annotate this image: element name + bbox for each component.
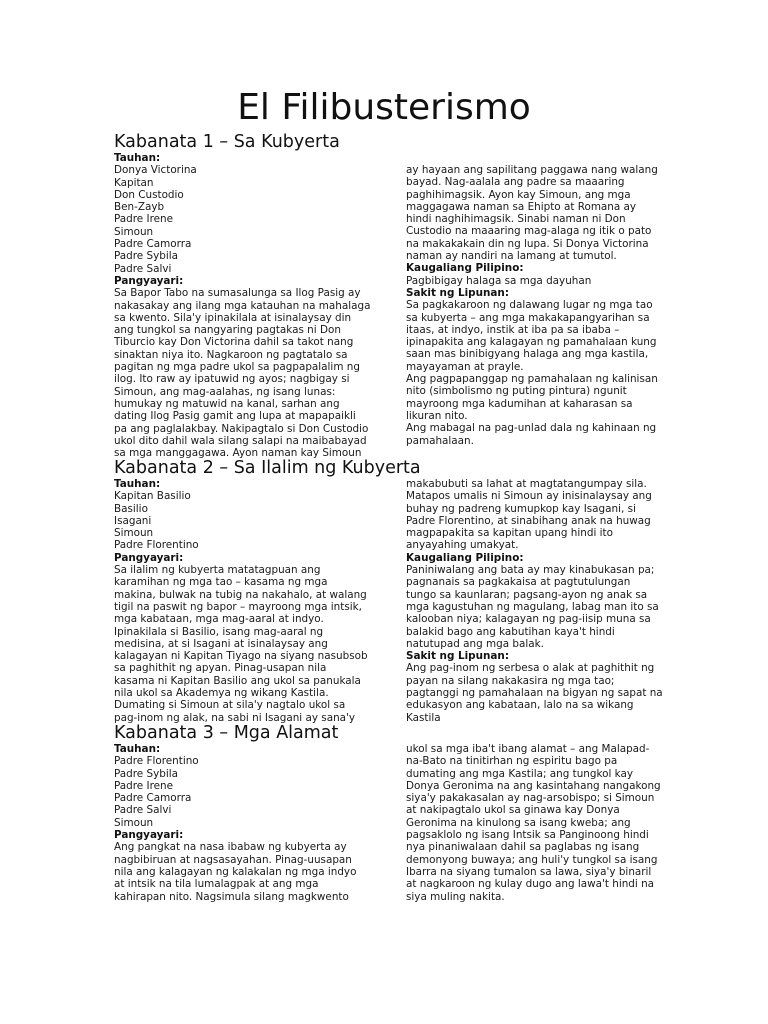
text-line: Simoun, ang mag-aalahas, ng isang lunas: bbox=[114, 385, 336, 398]
text-line: tungo sa kaunlaran; pagsang-ayon ng anak sa bbox=[406, 588, 648, 601]
text-line: pagsaklolo ng isang Intsik sa Panginoong hindi bbox=[406, 829, 649, 842]
text-line: kahirapan nito. Nagsimula silang magkwento bbox=[114, 890, 349, 903]
text-line: humukay ng matuwid na kanal, sarhan ang bbox=[114, 397, 340, 410]
text-line: kalagayan ni Kapitan Tiyago na siyang nasubsob bbox=[114, 650, 368, 663]
text-line: pagnanais sa pagkakaisa at pagtutulungan bbox=[406, 576, 631, 589]
text-line: edukasyon ang kabataan, lalo na sa wikang bbox=[406, 699, 634, 712]
section-label: Pangyayari: bbox=[114, 274, 184, 287]
text-line: at intsik na tila lumalagpak at ang mga bbox=[114, 878, 319, 891]
section-label: Kaugaliang Pilipino: bbox=[406, 551, 524, 564]
text-line: siya'y pakakasalan ay nag-arsobispo; si Simoun bbox=[406, 792, 655, 805]
text-line: Simoun bbox=[114, 225, 154, 238]
text-line: Padre Florentino bbox=[114, 539, 199, 552]
text-line: na makakakain din ng lupa. Si Donya Victorina bbox=[406, 237, 649, 250]
text-line: payan na silang nakakasira ng mga tao; bbox=[406, 674, 615, 687]
text-line: Pagbibigay halaga sa mga dayuhan bbox=[406, 274, 592, 287]
text-line: nagbibiruan at nagsasayahan. Pinag-uusapan bbox=[114, 853, 352, 866]
chapter-3-heading: Kabanata 3 – Mga Alamat bbox=[114, 723, 339, 743]
text-line: Custodio na maaaring mag-alaga ng itik o pato bbox=[406, 225, 652, 238]
text-line: Ang pag-inom ng serbesa o alak at paghithit ng bbox=[406, 662, 655, 675]
text-line: Padre Camorra bbox=[114, 792, 192, 805]
text-line: magpapakita sa kapitan upang hindi ito bbox=[406, 527, 613, 540]
section-label: Pangyayari: bbox=[114, 551, 184, 564]
text-line: likuran nito. bbox=[406, 409, 468, 422]
text-line: balakid bago ang kabutihan kaya't hindi bbox=[406, 625, 615, 638]
text-line: bayad. Nag-aalala ang padre sa maaaring bbox=[406, 176, 625, 189]
chapter-3-left-column bbox=[114, 743, 384, 903]
text-line: Dumating si Simoun at sila'y nagtalo ukol sa bbox=[114, 699, 346, 712]
text-line: Donya Victorina bbox=[114, 164, 197, 177]
text-line: mga kabataan, mga mag-aaral at indyo. bbox=[114, 613, 324, 626]
text-line: Sa Bapor Tabo na sumasalunga sa Ilog Pasig ay bbox=[114, 287, 361, 300]
text-line: Geronima na kinulong sa isang kweba; ang bbox=[406, 816, 631, 829]
text-line: Padre Salvi bbox=[114, 804, 172, 817]
text-line: Ang pagpapanggap ng pamahalaan ng kalinisan bbox=[406, 373, 658, 386]
text-line: na-Bato na tinitirhan ng espiritu bago pa bbox=[406, 755, 618, 768]
text-line: Simoun bbox=[114, 816, 154, 829]
text-line: Tiburcio kay Don Victorina dahil sa takot nang bbox=[114, 336, 354, 349]
text-line: at nagkaroon ng kulay dugo ang lawa't hindi na bbox=[406, 878, 655, 891]
text-line: ukol sa mga iba't ibang alamat – ang Malapad- bbox=[406, 743, 650, 755]
text-line: Ang pangkat na nasa ibabaw ng kubyerta ay bbox=[114, 841, 347, 854]
text-line: Sa ilalim ng kubyerta matatagpuan ang bbox=[114, 564, 321, 577]
text-line: Padre Sybila bbox=[114, 250, 178, 263]
text-line: ay hayaan ang sapilitang paggawa nang walang bbox=[406, 164, 658, 176]
text-line: pag-inom ng alak, na sabi ni Isagani ay sana'y bbox=[114, 711, 356, 724]
section-label: Pangyayari: bbox=[114, 829, 184, 842]
text-line: Padre Irene bbox=[114, 213, 173, 226]
text-line: Donya Geronima na ang kasintahang nangakong bbox=[406, 779, 661, 792]
text-line: pagitan ng mga padre ukol sa pagpapalalim ng bbox=[114, 361, 360, 374]
text-line: natutupad ang mga balak. bbox=[406, 637, 544, 650]
text-line: nya pinaniwalaan dahil sa paglabas ng isang bbox=[406, 841, 640, 854]
text-line: pa ang paglalakbay. Nakipagtalo si Don Custodio bbox=[114, 422, 369, 435]
text-line: at nakipagtalo ukol sa ginawa kay Donya bbox=[406, 804, 620, 817]
text-line: sa mga manggagawa. Ayon naman kay Simoun bbox=[114, 447, 362, 460]
section-label: Tauhan: bbox=[114, 743, 161, 755]
text-line: siya muling nakita. bbox=[406, 890, 505, 903]
section-label: Sakit ng Lipunan: bbox=[406, 650, 509, 663]
chapter-3-right-column bbox=[406, 743, 676, 903]
text-line: Don Custodio bbox=[114, 188, 184, 201]
chapter-1-left-column bbox=[114, 152, 384, 459]
text-line: pagtanggi ng pamahalaan na bigyan ng sapat na bbox=[406, 687, 663, 700]
text-line: sinaktan niya ito. Nagkaroon ng pagtatalo sa bbox=[114, 348, 348, 361]
text-line: ukol dito dahil wala silang salapi na maibabayad bbox=[114, 434, 367, 447]
chapter-2-heading: Kabanata 2 – Sa Ilalim ng Kubyerta bbox=[114, 458, 421, 478]
text-line: anyayahing umakyat. bbox=[406, 539, 519, 552]
text-line: Paniniwalang ang bata ay may kinabukasan pa; bbox=[406, 564, 655, 577]
text-line: nakasakay ang ilang mga katauhan na mahalaga bbox=[114, 299, 371, 312]
text-line: Kapitan bbox=[114, 176, 154, 189]
text-line: nila ukol sa Akademya ng wikang Kastila. bbox=[114, 687, 329, 700]
text-line: ang tungkol sa nangyaring pagtakas ni Don bbox=[114, 324, 341, 337]
text-line: karamihan ng mga tao – kasama ng mga bbox=[114, 576, 328, 589]
text-line: kasama ni Kapitan Basilio ang ukol sa panukala bbox=[114, 674, 361, 687]
text-line: Kastila bbox=[406, 711, 441, 724]
text-line: paghihimagsik. Ayon kay Simoun, ang mga bbox=[406, 188, 631, 201]
text-line: naman ay nandiri na lamang at tumutol. bbox=[406, 250, 617, 263]
text-line: demonyong buwaya; ang huli'y tungkol sa isang bbox=[406, 853, 658, 866]
text-line: sa kubyerta – ang mga makakapangyarihan sa bbox=[406, 311, 650, 324]
text-line: makina, bulwak na tubig na nakahalo, at walang bbox=[114, 588, 367, 601]
text-line: Padre Sybila bbox=[114, 767, 178, 780]
text-line: buhay ng padreng kumupkop kay Isagani, si bbox=[406, 502, 636, 515]
text-line: mayroong mga kadumihan at kaharasan sa bbox=[406, 397, 633, 410]
text-line: Padre Irene bbox=[114, 779, 173, 792]
text-line: hindi naghihimagsik. Sinabi naman ni Don bbox=[406, 213, 626, 226]
text-line: Sa pagkakaroon ng dalawang lugar ng mga tao bbox=[406, 299, 653, 312]
text-line: nito (simbolismo ng puting pintura) ngunit bbox=[406, 385, 627, 398]
text-line: Simoun bbox=[114, 527, 154, 540]
text-line: Padre Florentino, at sinabihang anak na huwag bbox=[406, 514, 651, 527]
chapter-2-left-column bbox=[114, 478, 384, 724]
text-line: makabubuti sa lahat at magtatangumpay sila. bbox=[406, 478, 647, 490]
text-line: Ben-Zayb bbox=[114, 201, 165, 214]
chapter-2-right-column bbox=[406, 478, 676, 724]
section-label: Tauhan: bbox=[114, 152, 161, 164]
text-line: sa paghithit ng apyan. Pinag-usapan nila bbox=[114, 662, 327, 675]
text-line: itaas, at indyo, instik at iba pa sa ibaba – bbox=[406, 323, 620, 336]
text-line: mga kagustuhan ng magulang, labag man ito sa bbox=[406, 600, 659, 613]
text-line: Padre Florentino bbox=[114, 755, 199, 768]
text-line: Basilio bbox=[114, 502, 148, 515]
text-line: tigil na paswit ng bapor – mayroong mga intsik, bbox=[114, 600, 362, 613]
text-line: Ibarra na siyang tumalon sa lawa, siya'y binaril bbox=[406, 865, 652, 878]
text-line: pamahalaan. bbox=[406, 434, 474, 447]
text-line: saan mas binibigyang halaga ang mga kastila, bbox=[406, 348, 649, 361]
text-line: Ipinakilala si Basilio, isang mag-aaral ng bbox=[114, 625, 324, 638]
text-line: medisina, at si Isagani at isinalaysay ang bbox=[114, 637, 328, 650]
text-line: ilog. Ito raw ay ipatuwid ng ayos; nagbigay si bbox=[114, 373, 350, 386]
chapter-1-right-column bbox=[406, 164, 676, 447]
text-line: Ang mabagal na pag-unlad dala ng kahinaan ng bbox=[406, 422, 657, 435]
text-line: Isagani bbox=[114, 514, 152, 527]
chapter-1-heading: Kabanata 1 – Sa Kubyerta bbox=[114, 132, 340, 152]
text-line: sa kwento. Sila'y ipinakilala at isinalaysay din bbox=[114, 311, 352, 324]
text-line: dating Ilog Pasig gamit ang lupa at mapapaikli bbox=[114, 410, 356, 423]
text-line: mayayaman at prayle. bbox=[406, 360, 524, 373]
text-line: Matapos umalis ni Simoun ay inisinalaysay ang bbox=[406, 490, 652, 503]
section-label: Tauhan: bbox=[114, 478, 161, 490]
text-line: maggagawa naman sa Ehipto at Romana ay bbox=[406, 200, 637, 213]
section-label: Sakit ng Lipunan: bbox=[406, 286, 509, 299]
text-line: Padre Camorra bbox=[114, 238, 192, 251]
text-line: kalooban niya; kalagayan ng pag-iisip muna sa bbox=[406, 613, 651, 626]
text-line: Padre Salvi bbox=[114, 262, 172, 275]
text-line: nila ang kalagayan ng kalakalan ng mga indyo bbox=[114, 865, 357, 878]
text-line: dumating ang mga Kastila; ang tungkol kay bbox=[406, 767, 634, 780]
text-line: Kapitan Basilio bbox=[114, 490, 191, 503]
section-label: Kaugaliang Pilipino: bbox=[406, 262, 524, 275]
document-title: El Filibusterismo bbox=[237, 87, 531, 128]
text-line: ipinapakita ang kalagayan ng pamahalaan kung bbox=[406, 336, 657, 349]
